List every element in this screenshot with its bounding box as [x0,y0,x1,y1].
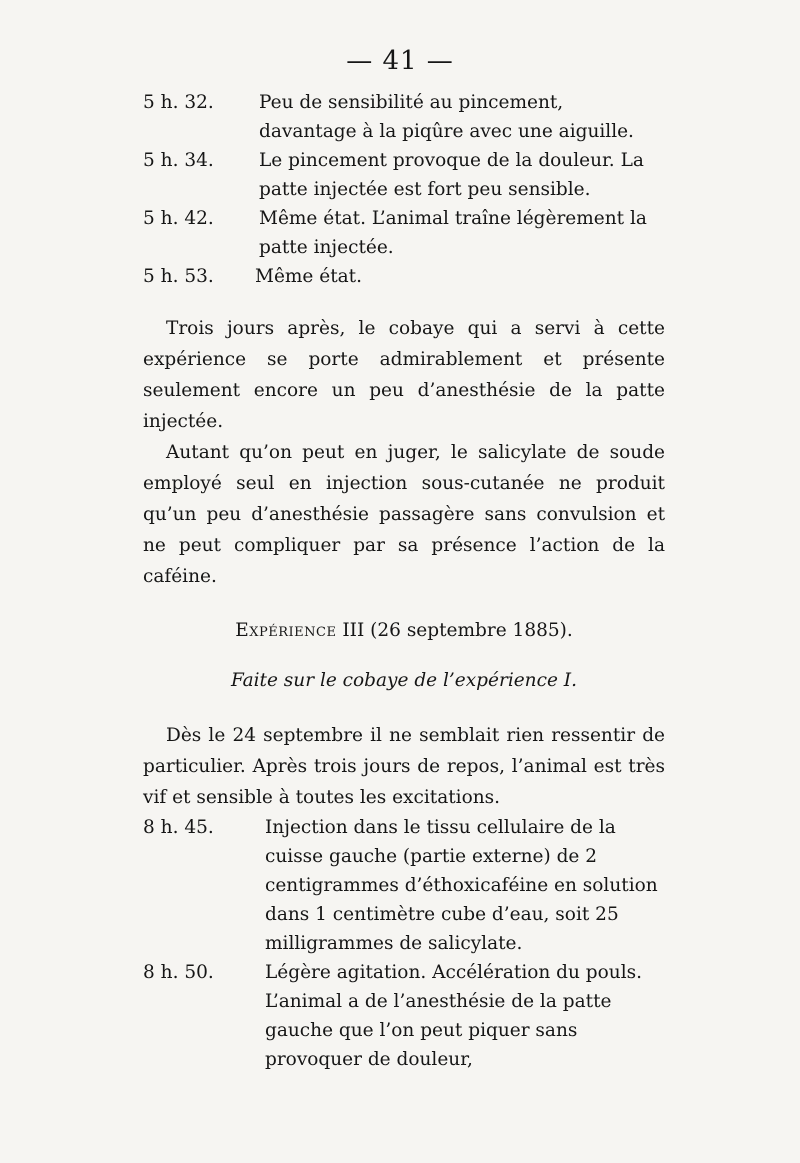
entry-text: Même état. L’animal traîne légèrement la patte injectée. [259,208,647,258]
entry-time: 5 h. 32. [143,92,214,113]
body-paragraph: Trois jours après, le cobaye qui a servi à cette expérience se porte admirablement et présente seulement encore un peu d’anesthésie de la patte injectée. [143,318,665,432]
entry-text: Même état. [255,266,362,287]
entry-text: Le pincement provoque de la douleur. La patte injectée est fort peu sensible. [259,150,644,200]
experiment-heading [143,616,665,646]
entry-text: Peu de sensibilité au pincement, davantage à la piqûre avec une aiguille. [259,92,634,142]
page-number: — 41 — [346,46,454,76]
experiment-subheading: Faite sur le cobaye de l’expérience I. [231,670,577,691]
experiment-heading-detail: III (26 septembre 1885). [342,620,573,641]
entry-time: 8 h. 50. [143,962,214,983]
page-body [143,88,665,1074]
entry-time: 5 h. 34. [143,150,214,171]
log-entry [143,958,665,1074]
log-entry [143,204,665,262]
log-entry [143,88,665,146]
entry-text: Légère agitation. Accélération du pouls. L’animal a de l’anesthésie de la patte gauche que l’on peut piquer sans provoquer de douleur, [265,962,642,1070]
entry-text: Injection dans le tissu cellulaire de la cuisse gauche (partie externe) de 2 centigrammes d’éthoxicaféine en solution dans 1 centimètre cube d’eau, soit 25 milligrammes de salicylate. [265,817,658,954]
experiment-heading-label: Expérience [235,620,337,641]
log-entry [143,146,665,204]
log-entry [143,813,665,958]
log-entry [143,262,665,291]
body-paragraph: Dès le 24 septembre il ne semblait rien ressentir de particulier. Après trois jours de repos, l’animal est très vif et sensible à toutes les excitations. [143,725,665,808]
entry-time: 8 h. 45. [143,817,214,838]
body-paragraph: Autant qu’on peut en juger, le salicylate de soude employé seul en injection sous-cutanée ne produit qu’un peu d’anesthésie passagère sans convulsion et ne peut compliquer par sa présence l’action de la caféine. [143,442,665,587]
entry-time: 5 h. 42. [143,208,214,229]
entry-time: 5 h. 53. [143,266,214,287]
